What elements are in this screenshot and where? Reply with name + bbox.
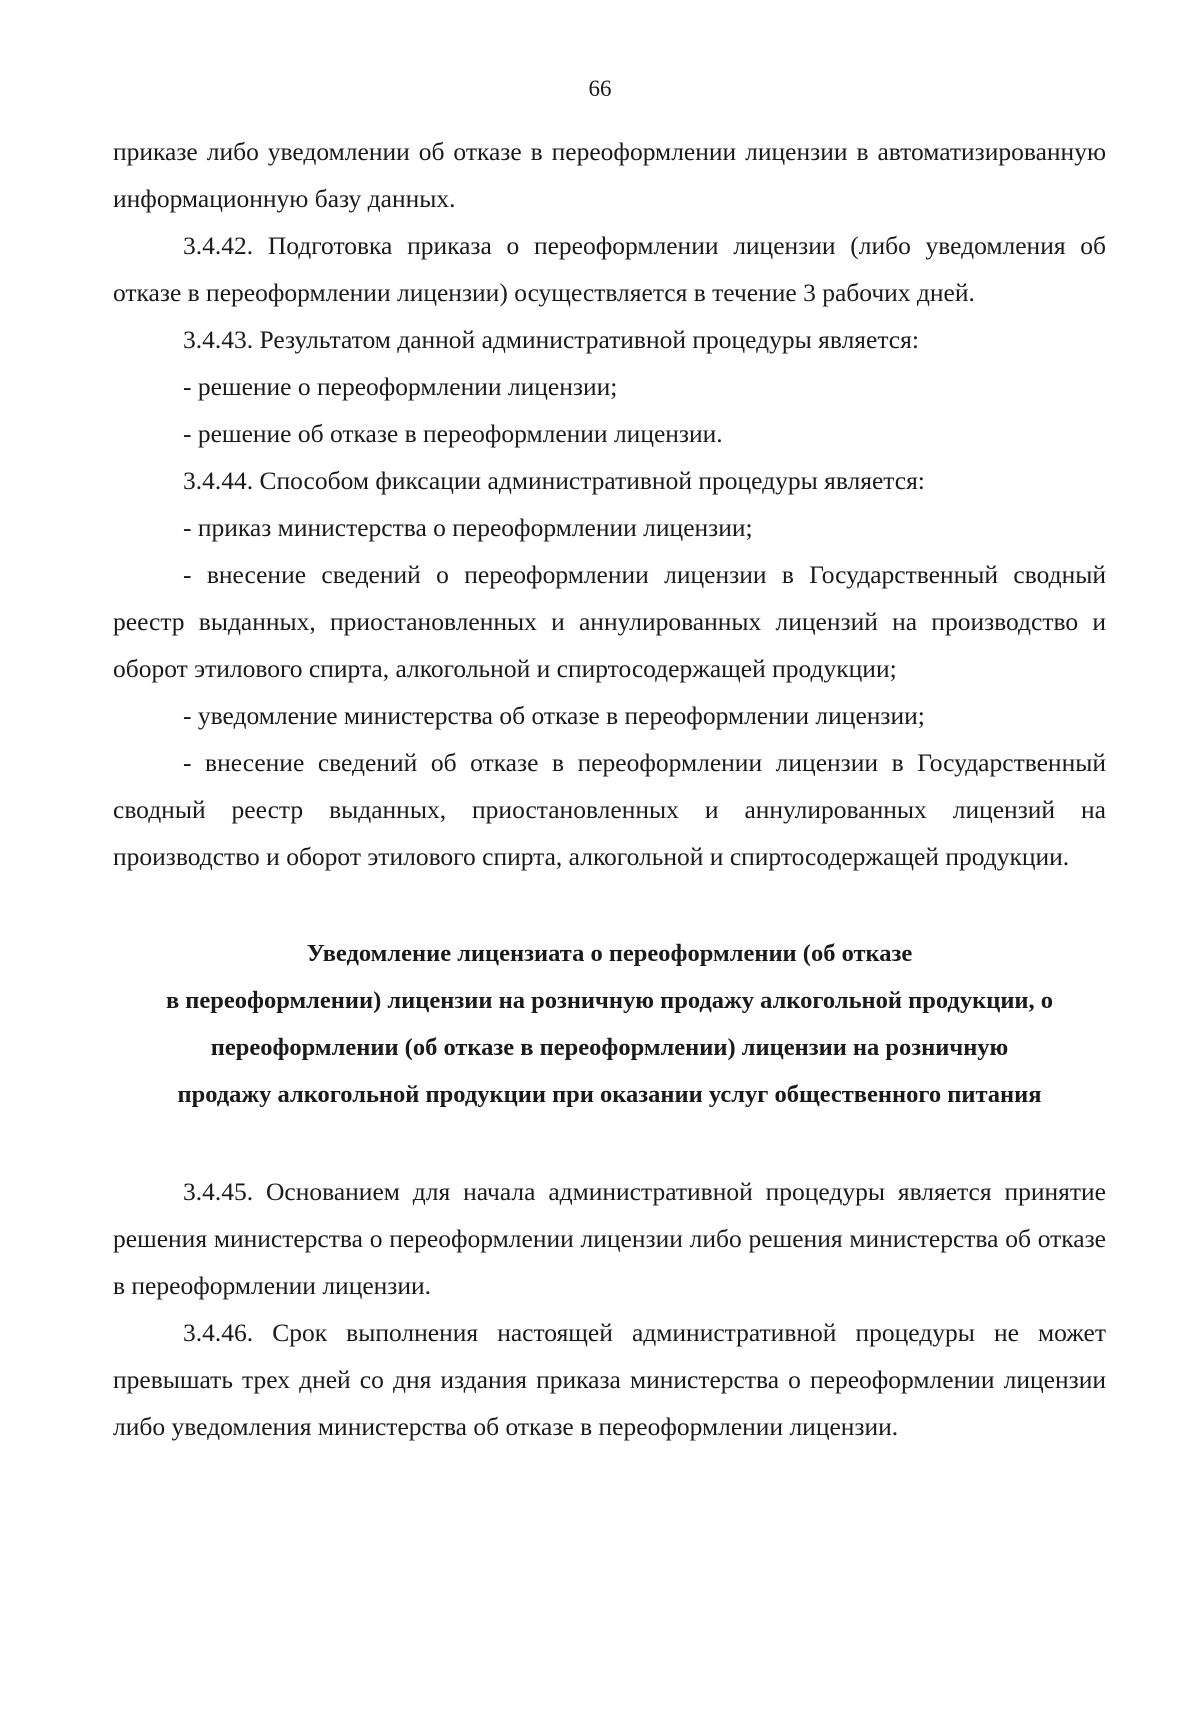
paragraph-3-4-45: 3.4.45. Основанием для начала административной процедуры является принятие решения министерства о переоформлении лицензии либо решения министерства об отказе в переоформлении лицензии. (113, 1177, 1106, 1300)
list-item-result-2: - решение об отказе в переоформлении лицензии. (183, 419, 723, 448)
list-item-result-1: - решение о переоформлении лицензии; (183, 372, 618, 401)
paragraph-continuation: приказе либо уведомлении об отказе в переоформлении лицензии в автоматизированную информационную базу данных. (113, 137, 1106, 213)
paragraph-3-4-46: 3.4.46. Срок выполнения настоящей административной процедуры не может превышать трех дней со дня издания приказа министерства о переоформлении лицензии либо уведомления министерства об отказе в переоформлении лицензии. (113, 1318, 1106, 1441)
paragraph-3-4-44: 3.4.44. Способом фиксации административной процедуры является: (183, 466, 925, 495)
page-number: 66 (588, 76, 612, 101)
section-heading-line: продажу алкогольной продукции при оказании услуг общественного питания (177, 1081, 1042, 1108)
section-heading (113, 930, 1106, 1118)
section-heading-line: в переоформлении) лицензии на розничную продажу алкогольной продукции, о (165, 987, 1054, 1014)
document-body (113, 128, 1106, 1450)
list-item-fixation-3: - уведомление министерства об отказе в переоформлении лицензии; (183, 701, 925, 730)
list-item-fixation-2: - внесение сведений о переоформлении лицензии в Государственный сводный реестр выданных, приостановленных и аннулированных лицензий на производство и оборот этилового спирта, алкогольной и спиртосодержащей продукции; (113, 560, 1106, 683)
list-item-fixation-4: - внесение сведений об отказе в переоформлении лицензии в Государственный сводный реестр выданных, приостановленных и аннулированных лицензий на производство и оборот этилового спирта, алкогольной и спиртосодержащей продукции. (113, 748, 1106, 871)
list-item-fixation-1: - приказ министерства о переоформлении лицензии; (183, 513, 753, 542)
section-heading-line: переоформлении (об отказе в переоформлении) лицензии на розничную (210, 1034, 1009, 1061)
section-heading-line: Уведомление лицензиата о переоформлении (об отказе (306, 940, 913, 967)
paragraph-3-4-42: 3.4.42. Подготовка приказа о переоформлении лицензии (либо уведомления об отказе в переоформлении лицензии) осуществляется в течение 3 рабочих дней. (113, 231, 1106, 307)
paragraph-3-4-43: 3.4.43. Результатом данной административной процедуры является: (183, 325, 919, 354)
